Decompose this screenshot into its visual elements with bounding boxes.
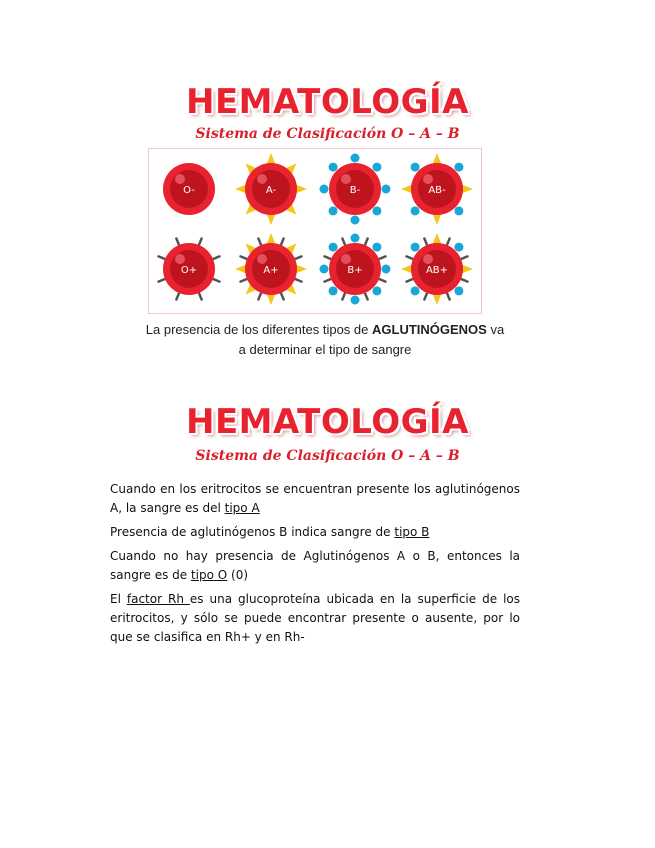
cell-highlight xyxy=(175,174,185,184)
caption-line2: a determinar el tipo de sangre xyxy=(238,342,412,357)
top-subtitle: Sistema de Clasificación O – A – B xyxy=(195,126,460,142)
antigen-a-mark xyxy=(433,233,442,244)
antigen-a-mark xyxy=(235,265,246,274)
p4-post: es una glucoproteína ubicada en la superficie de los eritrocitos, y sólo se puede encontrar presente o ausente, por lo que se clasifica en Rh+ y en Rh- xyxy=(110,592,520,644)
body-text xyxy=(110,480,520,652)
antigen-b-mark xyxy=(320,265,329,274)
antigen-b-mark xyxy=(411,286,420,295)
cell-highlight xyxy=(257,174,267,184)
bottom-subtitle: Sistema de Clasificación O – A – B xyxy=(195,448,460,464)
antigen-a-mark xyxy=(433,294,442,305)
antigen-b-mark xyxy=(454,286,463,295)
paragraph-type-o xyxy=(110,547,520,585)
cell-label: O- xyxy=(183,185,195,196)
antigen-b-mark xyxy=(351,154,360,163)
caption xyxy=(110,320,540,360)
cell-label: AB+ xyxy=(425,265,449,276)
antigen-b-mark xyxy=(351,296,360,305)
cell-highlight xyxy=(175,254,185,264)
blood-cell-abneg xyxy=(401,153,473,225)
paragraph-type-b xyxy=(110,523,520,542)
antigen-b-mark xyxy=(382,265,391,274)
blood-type-panel xyxy=(148,148,482,314)
top-title: HEMATOLOGÍA xyxy=(185,82,469,122)
antigen-b-mark xyxy=(329,206,338,215)
antigen-b-mark xyxy=(329,163,338,172)
caption-line1-pre: La presencia de los diferentes tipos de xyxy=(145,322,372,337)
antigen-a-mark xyxy=(433,153,442,164)
antigen-b-mark xyxy=(372,243,381,252)
antigen-b-mark xyxy=(372,163,381,172)
antigen-b-mark xyxy=(411,243,420,252)
antigen-a-mark xyxy=(296,185,307,194)
antigen-b-mark xyxy=(351,216,360,225)
blood-cells-illustration xyxy=(149,149,481,313)
cell-label: AB- xyxy=(428,185,446,196)
antigen-b-mark xyxy=(454,206,463,215)
cell-label: O+ xyxy=(180,265,198,276)
p4-text: El xyxy=(110,592,127,606)
antigen-a-mark xyxy=(462,185,473,194)
antigen-b-mark xyxy=(372,286,381,295)
antigen-b-mark xyxy=(329,286,338,295)
blood-cell-bneg xyxy=(320,154,391,225)
p3-text: Cuando no hay presencia de Aglutinógenos A o B, entonces la sangre es de xyxy=(110,549,520,582)
blood-cell-opos xyxy=(159,239,220,300)
antigen-b-mark xyxy=(351,234,360,243)
antigen-a-mark xyxy=(267,233,276,244)
cell-label: A- xyxy=(265,185,277,196)
p4-underlined: factor Rh xyxy=(126,592,190,606)
cell-label: A+ xyxy=(263,265,279,276)
antigen-a-mark xyxy=(267,214,276,225)
blood-cell-abpos xyxy=(401,233,473,305)
antigen-b-mark xyxy=(454,163,463,172)
paragraph-rh-factor xyxy=(110,590,520,647)
antigen-a-mark xyxy=(462,265,473,274)
antigen-b-mark xyxy=(329,243,338,252)
antigen-a-mark xyxy=(401,185,412,194)
antigen-b-mark xyxy=(454,243,463,252)
antigen-a-mark xyxy=(433,214,442,225)
cell-highlight xyxy=(341,254,351,264)
antigen-b-mark xyxy=(372,206,381,215)
p3-underlined: tipo O xyxy=(190,568,228,582)
cell-label: B- xyxy=(349,185,361,196)
cell-highlight xyxy=(423,254,433,264)
p1-underlined: tipo A xyxy=(224,501,260,515)
caption-line1-post: va xyxy=(486,322,505,337)
p1-text: Cuando en los eritrocitos se encuentran presente los aglutinógenos A, la sangre es del xyxy=(110,482,520,515)
bottom-title: HEMATOLOGÍA xyxy=(185,402,469,442)
cell-highlight xyxy=(257,254,267,264)
paragraph-type-a xyxy=(110,480,520,518)
antigen-b-mark xyxy=(382,185,391,194)
caption-line1-bold: AGLUTINÓGENOS xyxy=(372,322,487,337)
blood-cell-bpos xyxy=(320,234,391,305)
antigen-b-mark xyxy=(411,163,420,172)
p3-post: (0) xyxy=(227,568,249,582)
antigen-b-mark xyxy=(411,206,420,215)
cell-highlight xyxy=(341,174,351,184)
blood-cell-apos xyxy=(235,233,307,305)
antigen-a-mark xyxy=(267,153,276,164)
antigen-a-mark xyxy=(235,185,246,194)
antigen-a-mark xyxy=(296,265,307,274)
blood-cell-aneg xyxy=(235,153,307,225)
p2-underlined: tipo B xyxy=(394,525,430,539)
cell-highlight xyxy=(423,174,433,184)
cell-label: B+ xyxy=(347,265,363,276)
p2-text: Presencia de aglutinógenos B indica sangre de xyxy=(110,525,395,539)
antigen-a-mark xyxy=(267,294,276,305)
antigen-b-mark xyxy=(320,185,329,194)
blood-cell-oneg xyxy=(163,163,215,215)
antigen-a-mark xyxy=(401,265,412,274)
